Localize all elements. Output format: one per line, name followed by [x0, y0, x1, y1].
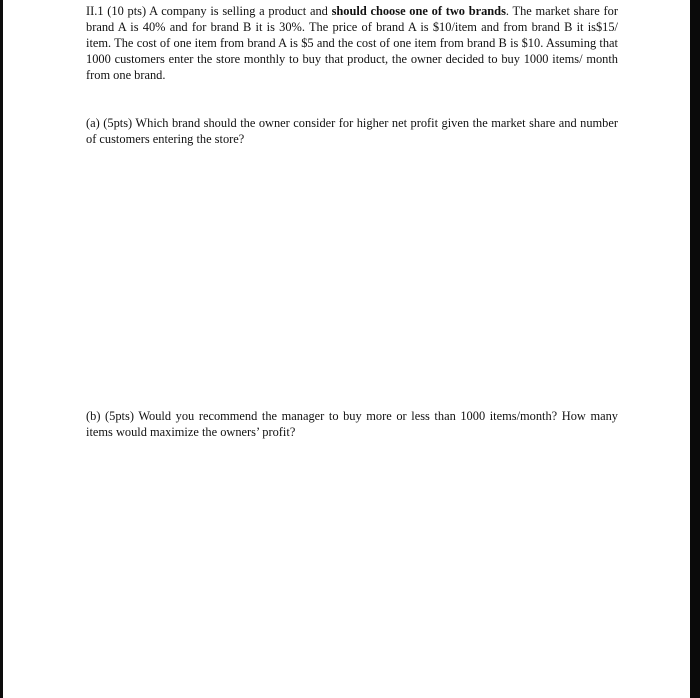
right-border — [690, 0, 700, 698]
problem-statement — [86, 3, 618, 83]
problem-intro-text: II.1 (10 pts) A company is selling a product and — [86, 4, 332, 18]
question-b: (b) (5pts) Would you recommend the manager to buy more or less than 1000 items/month? How many items would maximize the owners’ profit? — [86, 409, 618, 439]
problem-emphasis: should choose one of two brands — [331, 4, 506, 18]
problem-details-text: . The market share for brand A is 40% and for brand B it is 30%. The price of brand A is $10/item and from brand B it is$15/ item. The cost of one item from brand A is $5 and the cost of one item from brand B is $10. Assuming that 1000 customers enter the store monthly to buy that product, the owner decided to buy 1000 items/ month from one brand. — [86, 4, 618, 82]
left-border — [0, 0, 3, 698]
question-a: (a) (5pts) Which brand should the owner consider for higher net profit given the market share and number of customers entering the store? — [86, 116, 618, 146]
